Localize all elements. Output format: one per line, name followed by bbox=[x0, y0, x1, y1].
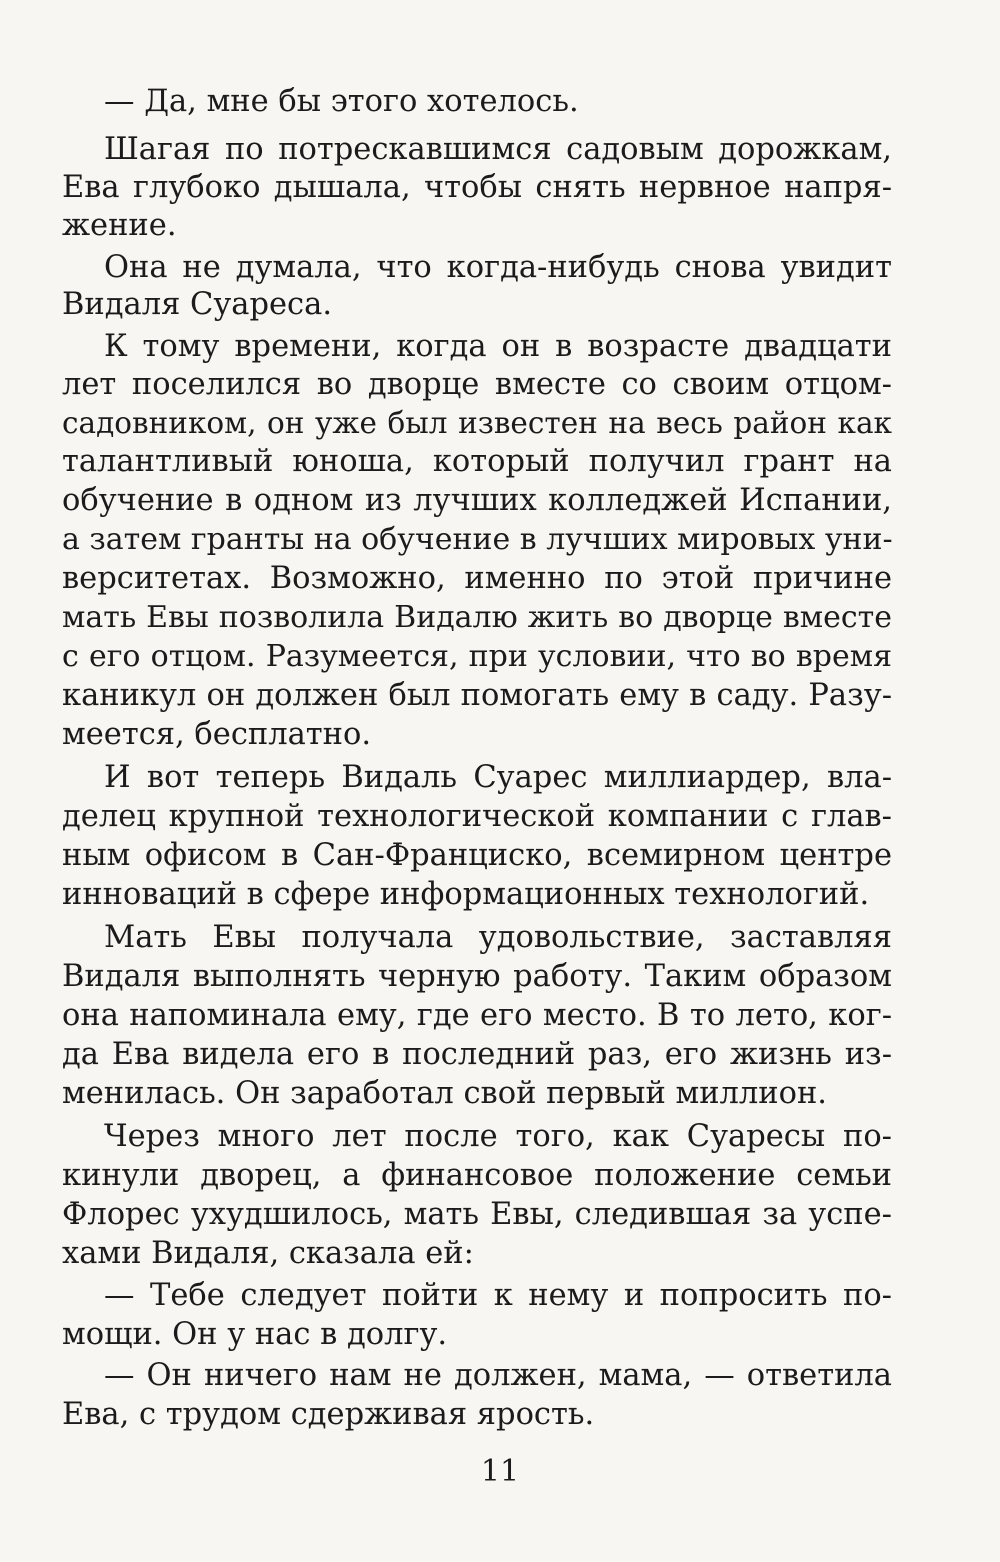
text-line: она напоминала ему, где его место. В то лето, ког- bbox=[62, 998, 892, 1033]
text-line: меется, бесплатно. bbox=[62, 717, 372, 752]
text-line: Она не думала, что когда-нибудь снова увидит bbox=[104, 250, 892, 285]
text-line: талантливый юноша, который получил грант на bbox=[62, 444, 892, 479]
text-line: делец крупной технологической компании с глав- bbox=[62, 799, 892, 834]
text-line: К тому времени, когда он в возрасте двадцати bbox=[104, 329, 892, 364]
text-line: Мать Евы получала удовольствие, заставляя bbox=[104, 920, 892, 955]
text-line: жение. bbox=[62, 208, 177, 243]
text-line: Флорес ухудшилось, мать Евы, следившая за успе- bbox=[62, 1197, 892, 1232]
text-line: хами Видаля, сказала ей: bbox=[62, 1236, 474, 1271]
text-line: мать Евы позволила Видалю жить во дворце вместе bbox=[62, 600, 892, 635]
text-line: Ева, с трудом сдерживая ярость. bbox=[62, 1397, 595, 1432]
text-line: И вот теперь Видаль Суарес миллиардер, вла- bbox=[104, 760, 892, 795]
text-line: обучение в одном из лучших колледжей Испании, bbox=[62, 483, 892, 518]
text-line: менилась. Он заработал свой первый миллион. bbox=[62, 1076, 828, 1111]
text-line: — Он ничего нам не должен, мама, — ответила bbox=[104, 1358, 892, 1393]
text-line: мощи. Он у нас в долгу. bbox=[62, 1317, 448, 1352]
text-line: — Да, мне бы этого хотелось. bbox=[104, 84, 579, 119]
text-line: а затем гранты на обучение в лучших мировых уни- bbox=[62, 522, 893, 557]
text-line: Видаля выполнять черную работу. Таким образом bbox=[62, 959, 892, 994]
text-line: кинули дворец, а финансовое положение семьи bbox=[62, 1158, 892, 1193]
text-line: лет поселился во дворце вместе со своим отцом- bbox=[62, 367, 892, 402]
text-line: каникул он должен был помогать ему в саду. Разу- bbox=[62, 678, 892, 713]
text-line: Видаля Суареса. bbox=[62, 287, 333, 322]
text-line: Ева глубоко дышала, чтобы снять нервное напря- bbox=[62, 170, 892, 205]
text-line: да Ева видела его в последний раз, его жизнь из- bbox=[62, 1037, 892, 1072]
text-line: инноваций в сфере информационных технологий. bbox=[62, 877, 870, 912]
text-line: ным офисом в Сан-Франциско, всемирном центре bbox=[62, 838, 892, 873]
text-line: Шагая по потрескавшимся садовым дорожкам, bbox=[104, 132, 892, 167]
text-line: — Тебе следует пойти к нему и попросить по- bbox=[104, 1278, 892, 1313]
text-line: верситетах. Возможно, именно по этой причине bbox=[62, 561, 892, 596]
text-line: садовником, он уже был известен на весь район как bbox=[62, 406, 892, 440]
text-line: с его отцом. Разумеется, при условии, что во время bbox=[62, 639, 892, 674]
page-number: 11 bbox=[480, 1454, 520, 1489]
text-line: Через много лет после того, как Суаресы по- bbox=[104, 1119, 892, 1154]
